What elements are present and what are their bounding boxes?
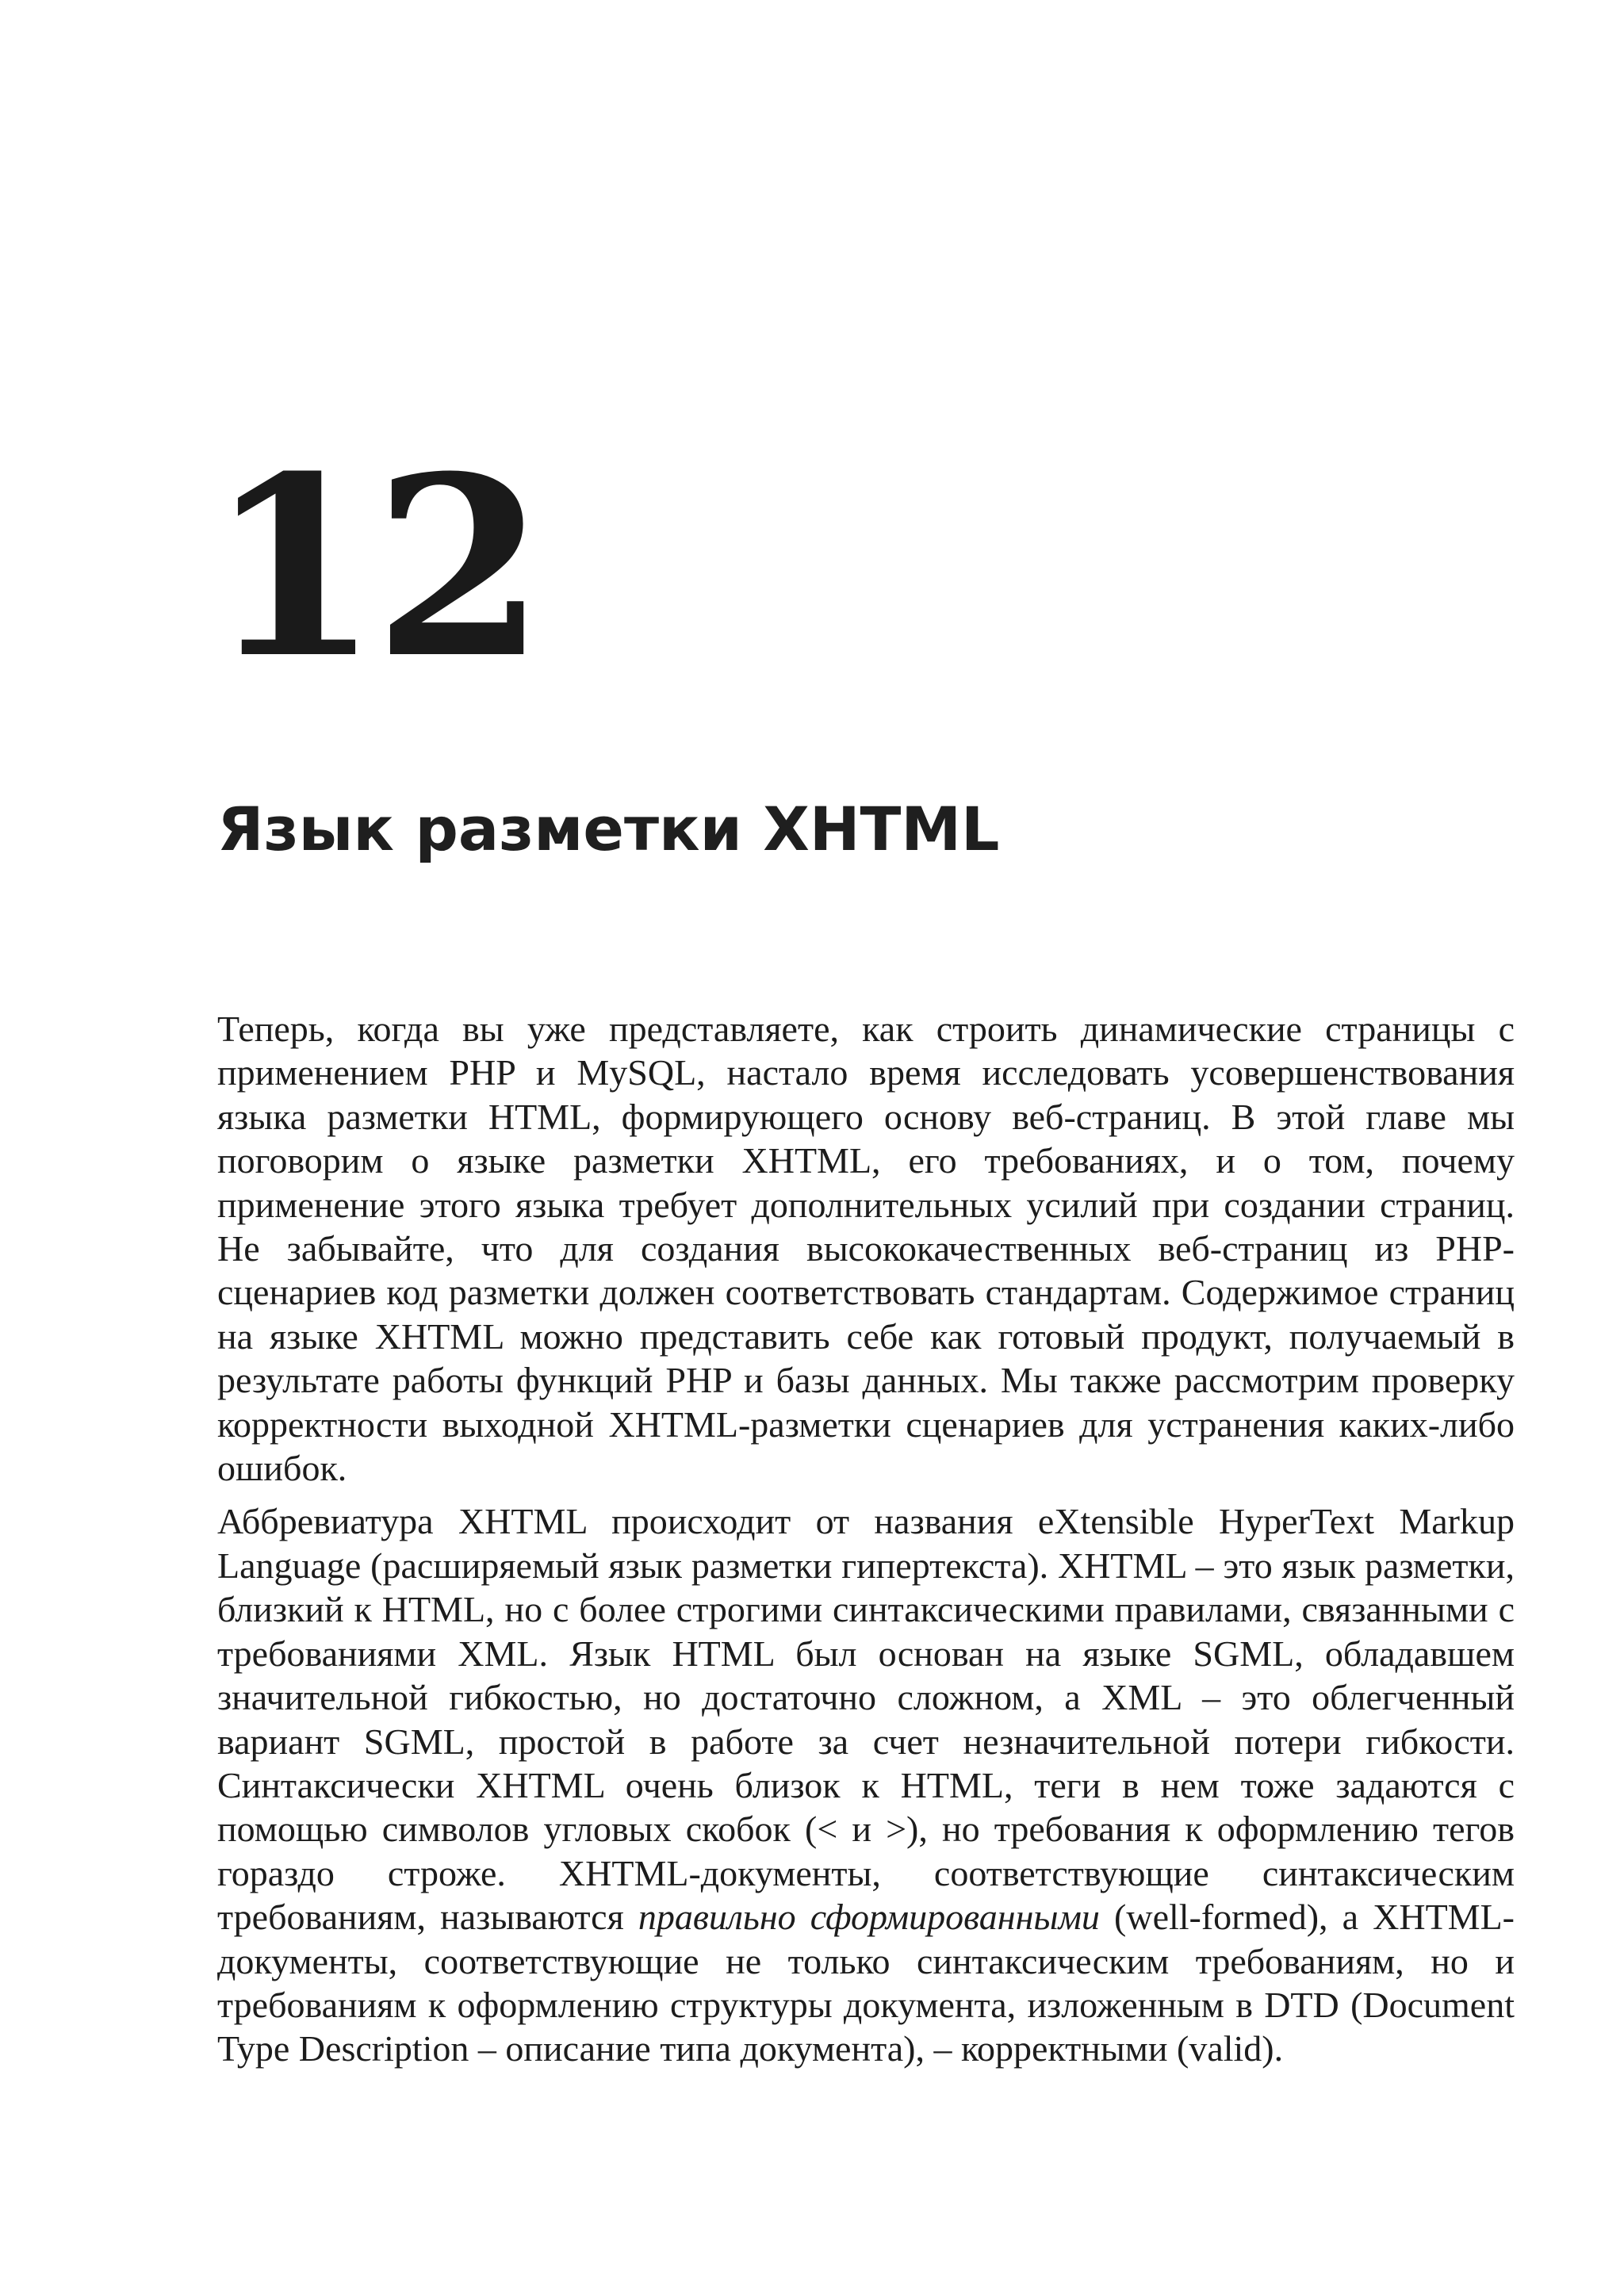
- paragraph-intro: Теперь, когда вы уже представляете, как строить динамические страницы с применением PHP и MySQL, настало время исследовать усовершенствования языка разметки HTML, формирующего основу веб-страниц. В этой главе мы поговорим о языке разметки XHTML, его требованиях, и о том, почему применение этого языка требует дополнительных усилий при создании страниц. Не забывайте, что для создания высококачественных веб-страниц из PHP-сценариев код разметки должен соответствовать стандартам. Содержимое страниц на языке XHTML можно представить себе как готовый продукт, получаемый в результате работы функций PHP и базы данных. Мы также рассмотрим проверку корректности выходной XHTML-разметки сценариев для устранения каких-либо ошибок.: [217, 1009, 1515, 1489]
- paragraph-text-before-emphasis: Аббревиатура XHTML происходит от названия eXtensible HyperText Markup Language (расширяемый язык разметки гипертекста). XHTML – это язык разметки, близкий к HTML, но с более строгими синтаксическими правилами, связанными с требованиями XML. Язык HTML был основан на языке SGML, обладавшем значительной гибкостью, но достаточно сложном, а XML – это облегченный вариант SGML, простой в работе за счет незначительной потери гибкости. Синтаксически XHTML очень близок к HTML, теги в нем тоже задаются с помощью символов угловых скобок (< и >), но требования к оформлению тегов гораздо строже. XHTML-документы, соответствующие синтаксическим требованиям, называются: [217, 1501, 1515, 1938]
- chapter-body: [217, 1007, 1515, 2081]
- paragraph-text-after-emphasis: (well-formed), а XHTML-документы, соответствующие не только синтаксическим требованиям, но и требованиям к оформлению структуры документа, изложенным в DTD (Document Type Description – описание типа документа), – корректными (valid).: [217, 1897, 1515, 2069]
- paragraph-xhtml-definition: [217, 1499, 1515, 2070]
- emphasized-term: правильно сформированными: [638, 1897, 1100, 1938]
- chapter-title: Язык разметки XHTML: [217, 794, 1000, 864]
- chapter-number: 12: [208, 422, 540, 713]
